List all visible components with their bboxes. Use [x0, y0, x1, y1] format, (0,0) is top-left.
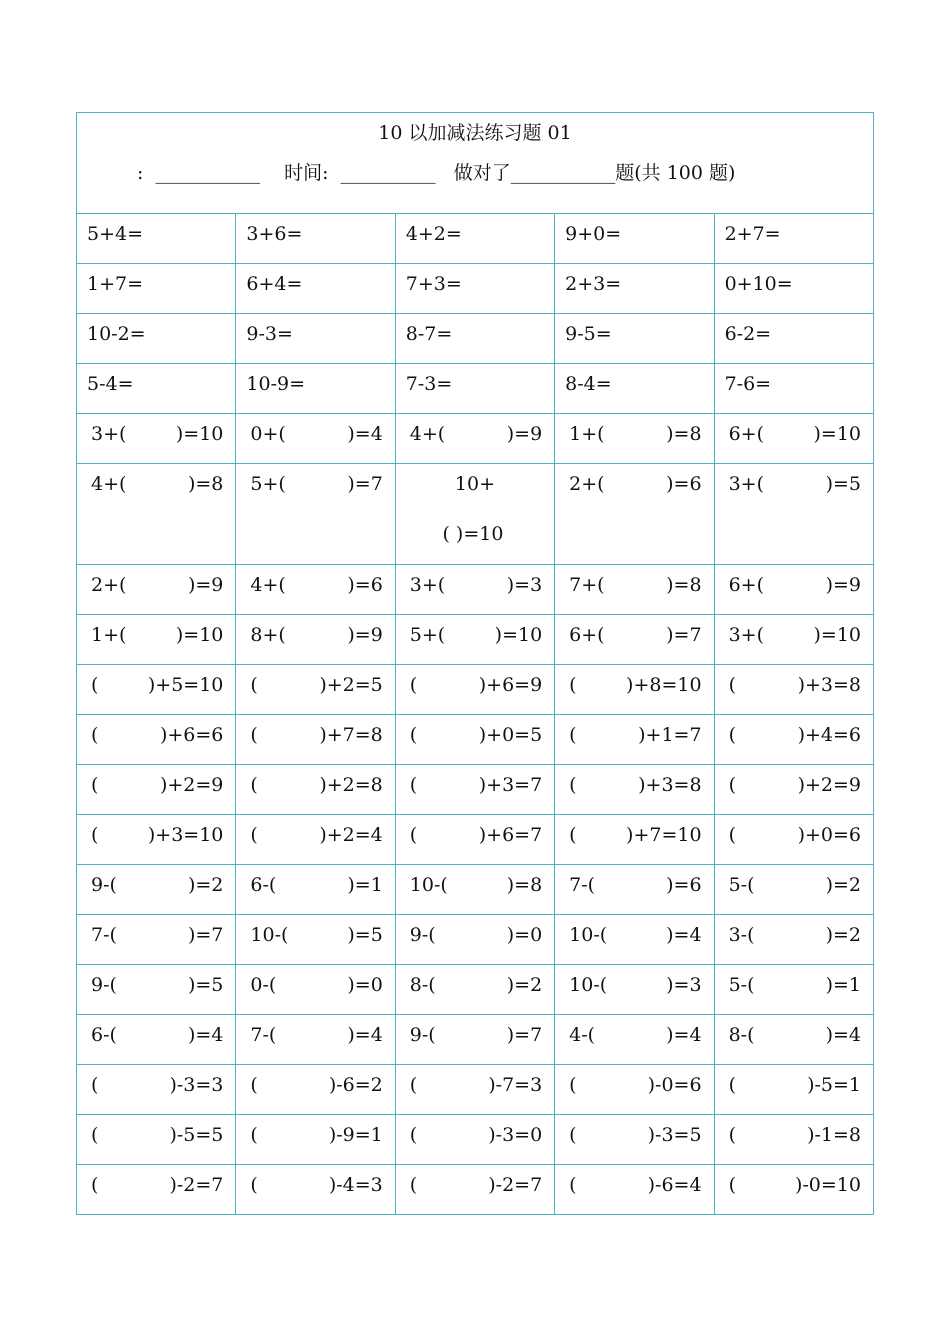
exercise-left: (	[728, 1124, 736, 1146]
exercise-right: )=0	[506, 924, 543, 946]
exercise-left: (	[728, 824, 736, 846]
info-line: : ___________ 时间: __________ 做对了___________题(共 100 题)	[137, 162, 736, 184]
exercise-left: (	[569, 824, 577, 846]
exercise-cell	[77, 715, 236, 765]
exercise-cell	[555, 765, 714, 815]
exercise-row	[77, 214, 874, 264]
exercise-right: )=7	[347, 473, 383, 495]
exercise-cell	[77, 264, 236, 314]
exercise-left: 9-(	[91, 974, 117, 996]
exercise-cell	[714, 615, 873, 665]
exercise-right: )=7	[666, 624, 702, 646]
exercise-right: )=4	[666, 924, 702, 946]
exercise-row	[77, 865, 874, 915]
exercise-cell	[555, 865, 714, 915]
exercise-right: )=4	[187, 1024, 224, 1046]
exercise-right: )+6=6	[159, 724, 224, 746]
exercise-right: )=4	[825, 1024, 861, 1046]
exercise-cell	[236, 715, 395, 765]
exercise-left: 7-(	[569, 874, 596, 896]
exercise-cell	[555, 414, 714, 464]
exercise-cell	[555, 715, 714, 765]
exercise-right: )+6=7	[478, 824, 543, 846]
exercise-left: (	[250, 1074, 258, 1096]
exercise-cell	[395, 264, 554, 314]
exercise-cell	[555, 314, 714, 364]
exercise-right: )+2=8	[319, 774, 383, 796]
exercise-right: )=6	[666, 874, 702, 896]
exercise-left: (	[569, 724, 577, 746]
exercise-cell	[714, 715, 873, 765]
exercise-left: 8-4=	[565, 373, 612, 395]
exercise-right: )-4=3	[328, 1174, 383, 1196]
exercise-right: )+2=9	[159, 774, 224, 796]
exercise-row	[77, 615, 874, 665]
exercise-right: )-3=0	[488, 1124, 543, 1146]
exercise-right: )=7	[506, 1024, 543, 1046]
exercise-cell	[395, 715, 554, 765]
exercise-right: )=4	[666, 1024, 702, 1046]
exercise-left: 2+(	[569, 473, 605, 495]
exercise-row	[77, 464, 874, 565]
exercise-right: )=7	[187, 924, 224, 946]
exercise-right: )=9	[187, 574, 224, 596]
exercise-right: )=3	[666, 974, 702, 996]
exercise-cell	[555, 965, 714, 1015]
exercise-right: )+3=10	[147, 824, 224, 846]
exercise-right: )+0=5	[478, 724, 543, 746]
exercise-row	[77, 414, 874, 464]
exercise-cell	[77, 815, 236, 865]
exercise-left: 6+4=	[246, 273, 303, 295]
exercise-left: 3+(	[728, 473, 764, 495]
exercise-cell	[555, 815, 714, 865]
exercise-cell	[395, 815, 554, 865]
exercise-cell	[395, 1015, 554, 1065]
exercise-cell	[714, 414, 873, 464]
exercise-left: 3+6=	[246, 223, 303, 245]
worksheet	[76, 112, 874, 1215]
exercise-left: 3-(	[728, 924, 755, 946]
exercise-cell	[77, 865, 236, 915]
exercise-left: 10-9=	[246, 373, 305, 395]
exercise-left: 7-(	[250, 1024, 277, 1046]
exercise-left: 7-3=	[405, 373, 453, 395]
exercise-cell	[555, 1115, 714, 1165]
exercise-left: 0-(	[250, 974, 277, 996]
exercise-left: 7-6=	[724, 373, 772, 395]
exercise-right: )+2=9	[797, 774, 861, 796]
exercise-left: 1+(	[91, 624, 127, 646]
exercise-left: 4+(	[91, 473, 127, 495]
exercise-cell	[77, 414, 236, 464]
exercise-left: 8-7=	[405, 323, 453, 345]
exercise-cell	[714, 464, 873, 565]
exercise-left: (	[91, 824, 99, 846]
exercise-row	[77, 915, 874, 965]
exercise-right: )=10	[175, 423, 224, 445]
exercise-right: )=10	[813, 624, 861, 646]
exercise-cell	[395, 364, 554, 414]
exercise-cell	[714, 1165, 873, 1215]
exercise-left: (	[91, 774, 99, 796]
exercise-left: 6+(	[728, 574, 764, 596]
exercise-row	[77, 815, 874, 865]
exercise-cell	[714, 214, 873, 264]
exercise-left: (	[250, 774, 258, 796]
exercise-right: )=1	[347, 874, 383, 896]
exercise-right: )=2	[506, 974, 543, 996]
exercise-right: )-2=7	[169, 1174, 224, 1196]
exercise-cell	[77, 314, 236, 364]
exercise-right: )+8=10	[626, 674, 702, 696]
exercise-cell	[77, 665, 236, 715]
exercise-right: )+7=8	[319, 724, 383, 746]
exercise-cell	[555, 364, 714, 414]
exercise-row	[77, 264, 874, 314]
exercise-left: (	[728, 724, 736, 746]
exercise-left: 1+7=	[87, 273, 144, 295]
exercise-right: )-1=8	[807, 1124, 861, 1146]
exercise-left: 7-(	[91, 924, 117, 946]
exercise-left: (	[250, 1174, 258, 1196]
exercise-table	[76, 112, 874, 1215]
exercise-cell	[714, 665, 873, 715]
exercise-cell	[77, 1165, 236, 1215]
exercise-left: 8+(	[250, 624, 286, 646]
exercise-cell	[77, 1115, 236, 1165]
exercise-right: )+1=7	[638, 724, 702, 746]
exercise-cell	[395, 665, 554, 715]
exercise-row	[77, 765, 874, 815]
exercise-left: (	[409, 774, 418, 796]
header-cell	[77, 113, 874, 214]
exercise-cell	[395, 565, 554, 615]
exercise-left: (	[409, 1124, 418, 1146]
exercise-right: )=6	[666, 473, 702, 495]
exercise-left: (	[409, 1074, 418, 1096]
exercise-left: (	[728, 1174, 736, 1196]
exercise-cell	[77, 1065, 236, 1115]
exercise-cell	[714, 1015, 873, 1065]
exercise-cell	[555, 1165, 714, 1215]
exercise-right: )-7=3	[488, 1074, 543, 1096]
exercise-right: )=1	[825, 974, 861, 996]
exercise-left: 6-2=	[724, 323, 772, 345]
exercise-right: )-0=6	[647, 1074, 702, 1096]
exercise-left: (	[250, 724, 258, 746]
exercise-left: (	[250, 1124, 258, 1146]
exercise-right: )+2=4	[319, 824, 383, 846]
exercise-right: )=9	[347, 624, 383, 646]
exercise-cell	[236, 915, 395, 965]
exercise-left: 6+(	[728, 423, 764, 445]
exercise-row	[77, 1015, 874, 1065]
exercise-left: (	[91, 724, 99, 746]
exercise-left: 5+4=	[87, 223, 144, 245]
exercise-cell	[236, 1165, 395, 1215]
exercise-left: (	[569, 674, 577, 696]
exercise-cell	[714, 314, 873, 364]
exercise-left: (	[91, 674, 99, 696]
exercise-left: (	[728, 1074, 736, 1096]
exercise-right: )=9	[825, 574, 861, 596]
exercise-cell	[236, 364, 395, 414]
exercise-cell	[395, 615, 554, 665]
exercise-cell	[714, 1065, 873, 1115]
exercise-left: (	[409, 1174, 418, 1196]
exercise-cell	[77, 615, 236, 665]
exercise-cell	[77, 464, 236, 565]
exercise-cell	[236, 565, 395, 615]
exercise-row	[77, 1165, 874, 1215]
exercise-cell	[77, 765, 236, 815]
exercise-right: )=0	[347, 974, 383, 996]
exercise-left: (	[250, 674, 258, 696]
exercise-cell	[714, 915, 873, 965]
exercise-row	[77, 364, 874, 414]
exercise-left: (	[91, 1124, 99, 1146]
exercise-cell	[236, 264, 395, 314]
exercise-cell	[236, 815, 395, 865]
exercise-cell	[395, 464, 554, 565]
exercise-right: )=5	[187, 974, 224, 996]
exercise-right: )=2	[825, 924, 861, 946]
exercise-right: )-6=4	[647, 1174, 702, 1196]
exercise-right: )+3=8	[797, 674, 861, 696]
exercise-cell	[236, 615, 395, 665]
exercise-right: )-5=5	[169, 1124, 224, 1146]
exercise-cell	[555, 214, 714, 264]
exercise-cell	[555, 615, 714, 665]
exercise-left: 5-(	[728, 874, 755, 896]
exercise-left: 7+(	[569, 574, 605, 596]
exercise-left: 8-(	[728, 1024, 755, 1046]
exercise-right: )-6=2	[328, 1074, 383, 1096]
exercise-left: (	[569, 1174, 577, 1196]
exercise-cell	[714, 264, 873, 314]
exercise-left: 5-(	[728, 974, 755, 996]
exercise-cell	[395, 865, 554, 915]
exercise-cell	[236, 464, 395, 565]
exercise-row	[77, 965, 874, 1015]
exercise-cell	[714, 815, 873, 865]
exercise-right: )+5=10	[147, 674, 224, 696]
exercise-cell	[236, 1065, 395, 1115]
exercise-left: (	[728, 674, 736, 696]
exercise-right: )+2=5	[319, 674, 383, 696]
exercise-right: )+6=9	[478, 674, 543, 696]
exercise-left: 4+(	[409, 423, 446, 445]
exercise-right: )+0=6	[797, 824, 861, 846]
exercise-left: (	[91, 1174, 99, 1196]
exercise-left: 9-(	[409, 1024, 436, 1046]
exercise-cell	[77, 214, 236, 264]
exercise-left: (	[409, 824, 418, 846]
exercise-cell	[555, 1015, 714, 1065]
exercise-left: (	[409, 724, 418, 746]
exercise-left: 10-(	[569, 924, 608, 946]
exercise-left: 3+(	[91, 423, 127, 445]
exercise-cell	[236, 1115, 395, 1165]
exercise-left: 9-5=	[565, 323, 612, 345]
exercise-cell	[236, 765, 395, 815]
exercise-left: 7+3=	[405, 273, 462, 295]
exercise-cell	[395, 1115, 554, 1165]
exercise-cell	[77, 364, 236, 414]
exercise-cell	[236, 965, 395, 1015]
exercise-left: 5-4=	[87, 373, 134, 395]
exercise-left: 10-(	[409, 874, 448, 896]
exercise-right: )-3=3	[169, 1074, 224, 1096]
exercise-right: )-0=10	[794, 1174, 861, 1196]
exercise-left: 2+7=	[724, 223, 781, 245]
exercise-cell	[395, 965, 554, 1015]
exercise-cell	[395, 414, 554, 464]
exercise-left: 6-(	[91, 1024, 117, 1046]
exercise-left: 4+2=	[405, 223, 462, 245]
exercise-left: 10+	[454, 473, 496, 495]
exercise-left: 1+(	[569, 423, 605, 445]
exercise-right: )=6	[347, 574, 383, 596]
exercise-left: (	[728, 774, 736, 796]
exercise-cell	[77, 1015, 236, 1065]
exercise-right: )=10	[813, 423, 861, 445]
exercise-right: ( )=10	[442, 523, 504, 545]
exercise-cell	[236, 314, 395, 364]
exercise-cell	[714, 364, 873, 414]
exercise-row	[77, 565, 874, 615]
exercise-row	[77, 665, 874, 715]
exercise-cell	[555, 915, 714, 965]
exercise-right: )=10	[175, 624, 224, 646]
exercise-left: 10-2=	[87, 323, 146, 345]
exercise-cell	[395, 915, 554, 965]
exercise-left: 3+(	[728, 624, 764, 646]
exercise-right: )-9=1	[328, 1124, 383, 1146]
exercise-left: (	[569, 1124, 577, 1146]
exercise-left: 9-(	[409, 924, 436, 946]
exercise-right: )=10	[494, 624, 543, 646]
exercise-left: 2+(	[91, 574, 127, 596]
exercise-right: )=9	[506, 423, 543, 445]
exercise-left: (	[569, 774, 577, 796]
exercise-left: 3+(	[409, 574, 446, 596]
exercise-left: (	[569, 1074, 577, 1096]
exercise-right: )=3	[506, 574, 543, 596]
exercise-right: )-5=1	[807, 1074, 861, 1096]
exercise-cell	[714, 865, 873, 915]
exercise-left: 9+0=	[565, 223, 622, 245]
exercise-left: (	[409, 674, 418, 696]
exercise-cell	[714, 1115, 873, 1165]
exercise-cell	[714, 765, 873, 815]
exercise-cell	[714, 965, 873, 1015]
exercise-right: )=2	[825, 874, 861, 896]
exercise-left: (	[250, 824, 258, 846]
exercise-right: )+4=6	[797, 724, 861, 746]
exercise-row	[77, 715, 874, 765]
exercise-left: 8-(	[409, 974, 436, 996]
exercise-cell	[555, 264, 714, 314]
exercise-cell	[395, 765, 554, 815]
exercise-left: 5+(	[409, 624, 446, 646]
exercise-left: 0+10=	[724, 273, 793, 295]
exercise-left: 10-(	[250, 924, 289, 946]
worksheet-title: 10 以加减法练习题 01	[378, 122, 572, 144]
exercise-row	[77, 1065, 874, 1115]
exercise-cell	[77, 915, 236, 965]
exercise-cell	[236, 865, 395, 915]
exercise-cell	[77, 965, 236, 1015]
exercise-left: 9-(	[91, 874, 117, 896]
exercise-left: 5+(	[250, 473, 286, 495]
exercise-right: )=4	[347, 1024, 383, 1046]
exercise-cell	[555, 565, 714, 615]
exercise-left: (	[91, 1074, 99, 1096]
exercise-left: 2+3=	[565, 273, 622, 295]
exercise-left: 4+(	[250, 574, 286, 596]
header-row	[77, 113, 874, 214]
exercise-row	[77, 314, 874, 364]
exercise-left: 10-(	[569, 974, 608, 996]
exercise-row	[77, 1115, 874, 1165]
exercise-right: )-2=7	[488, 1174, 543, 1196]
exercise-right: )+3=7	[478, 774, 543, 796]
exercise-cell	[555, 464, 714, 565]
exercise-right: )=8	[187, 473, 224, 495]
exercise-right: )=8	[666, 574, 702, 596]
exercise-left: 6-(	[250, 874, 277, 896]
exercise-cell	[236, 214, 395, 264]
exercise-cell	[77, 565, 236, 615]
exercise-right: )-3=5	[647, 1124, 702, 1146]
exercise-cell	[236, 414, 395, 464]
exercise-right: )=8	[506, 874, 543, 896]
exercise-cell	[236, 665, 395, 715]
exercise-cell	[555, 1065, 714, 1115]
exercise-right: )+7=10	[626, 824, 702, 846]
exercise-cell	[395, 214, 554, 264]
exercise-cell	[555, 665, 714, 715]
exercise-cell	[714, 565, 873, 615]
exercise-left: 0+(	[250, 423, 286, 445]
exercise-left: 4-(	[569, 1024, 596, 1046]
exercise-cell	[395, 1065, 554, 1115]
exercise-right: )=4	[347, 423, 383, 445]
exercise-right: )=5	[347, 924, 383, 946]
exercise-right: )=5	[825, 473, 861, 495]
exercise-cell	[395, 314, 554, 364]
exercise-right: )=8	[666, 423, 702, 445]
exercise-right: )=2	[187, 874, 224, 896]
exercise-right: )+3=8	[638, 774, 702, 796]
exercise-cell	[395, 1165, 554, 1215]
exercise-cell	[236, 1015, 395, 1065]
exercise-left: 9-3=	[246, 323, 293, 345]
exercise-left: 6+(	[569, 624, 605, 646]
